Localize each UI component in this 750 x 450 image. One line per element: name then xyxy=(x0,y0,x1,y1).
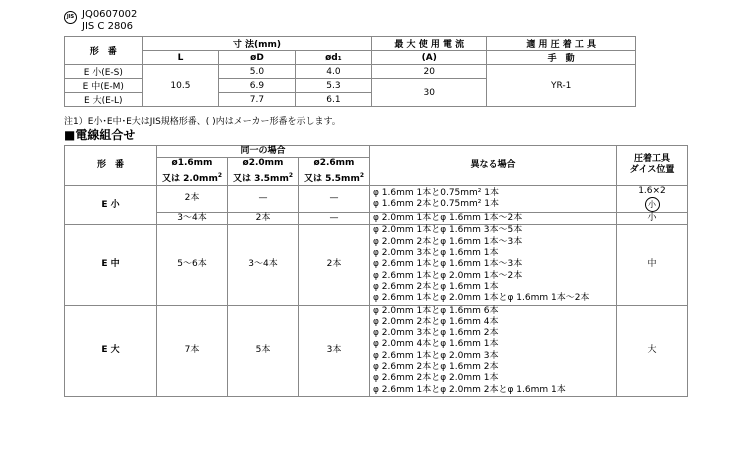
list-item: φ 2.6mm 1本とφ 2.0mm 2本とφ 1.6mm 1本 xyxy=(373,384,566,395)
same-col1: 2本 xyxy=(157,185,228,212)
header-col3-text: 又は 5.5mm xyxy=(303,173,360,184)
die-circle-icon: 小 xyxy=(645,197,660,212)
list-item: φ 2.0mm 1本とφ 1.6mm 3本〜5本 xyxy=(373,225,523,236)
same-col3: 3本 xyxy=(299,305,370,396)
header-tool: 適 用 圧 着 工 具 xyxy=(487,37,636,51)
same-col1: 5〜6本 xyxy=(157,225,228,305)
table-row xyxy=(65,305,688,396)
header-d1: ød₁ xyxy=(295,51,372,65)
header-tool-line2: ダイス位置 xyxy=(629,165,675,176)
header-col3-line1: ø2.6mm xyxy=(313,158,355,169)
sup-2: 2 xyxy=(217,171,223,179)
D-cell: 7.7 xyxy=(219,93,295,107)
list-item: φ 2.6mm 2本とφ 1.6mm 1本 xyxy=(373,281,499,292)
die-position: 小 xyxy=(617,213,688,225)
die-position: 中 xyxy=(617,225,688,305)
jis-standard: JIS C 2806 xyxy=(82,21,134,32)
model-small: E 小 xyxy=(65,185,157,225)
header-D: øD xyxy=(219,51,295,65)
model-cell: E 小(E-S) xyxy=(65,65,143,79)
die-position: 大 xyxy=(617,305,688,396)
header-col2-line2 xyxy=(231,170,295,185)
header-col3-line2 xyxy=(302,170,366,185)
dimensions-table xyxy=(64,36,636,107)
section-title: ■電線組合せ xyxy=(64,128,136,142)
table-row xyxy=(65,213,688,225)
header-tool-line1: 圧着工具 xyxy=(633,154,670,165)
tool-cell: YR-1 xyxy=(487,65,636,107)
d1-cell: 5.3 xyxy=(295,79,372,93)
same-col3: — xyxy=(299,185,370,212)
different-list xyxy=(370,305,617,396)
list-item: φ 1.6mm 1本と0.75mm² 1本 xyxy=(373,187,500,198)
list-item: φ 2.6mm 1本とφ 2.0mm 1本とφ 1.6mm 1本〜2本 xyxy=(373,293,590,304)
sup-2: 2 xyxy=(359,171,365,179)
header-col2 xyxy=(228,158,299,186)
jis-mark-icon: JIS xyxy=(64,11,77,24)
header-tool xyxy=(617,146,688,186)
same-col1: 3〜4本 xyxy=(157,213,228,225)
product-code: JQ0607002 xyxy=(82,9,138,20)
D-cell: 5.0 xyxy=(219,65,295,79)
header-current-unit: (A) xyxy=(372,51,487,65)
header-L: L xyxy=(142,51,219,65)
same-col3: — xyxy=(299,213,370,225)
header-col1-line2 xyxy=(160,170,224,185)
list-item: φ 2.0mm 3本とφ 1.6mm 2本 xyxy=(373,328,499,339)
d1-cell: 6.1 xyxy=(295,93,372,107)
header-model: 形 番 xyxy=(65,37,143,65)
model-large: E 大 xyxy=(65,305,157,396)
current-cell: 30 xyxy=(372,79,487,107)
d1-cell: 4.0 xyxy=(295,65,372,79)
header-col2-line1: ø2.0mm xyxy=(242,158,284,169)
same-col2: — xyxy=(228,185,299,212)
model-cell: E 大(E-L) xyxy=(65,93,143,107)
sup-2: 2 xyxy=(288,171,294,179)
header-col1 xyxy=(157,158,228,186)
die-position xyxy=(620,197,684,212)
header-col1-text: 又は 2.0mm xyxy=(161,173,218,184)
model-medium: E 中 xyxy=(65,225,157,305)
list-item: φ 2.6mm 2本とφ 2.0mm 1本 xyxy=(373,373,499,384)
list-item: φ 2.0mm 3本とφ 1.6mm 1本 xyxy=(373,248,499,259)
list-item: φ 2.0mm 4本とφ 1.6mm 1本 xyxy=(373,339,499,350)
list-item: φ 2.6mm 2本とφ 1.6mm 2本 xyxy=(373,362,499,373)
list-item: φ 2.0mm 2本とφ 1.6mm 4本 xyxy=(373,316,499,327)
table-row xyxy=(65,65,636,79)
same-col1: 7本 xyxy=(157,305,228,396)
current-cell: 20 xyxy=(372,65,487,79)
same-col3: 2本 xyxy=(299,225,370,305)
L-cell: 10.5 xyxy=(142,65,219,107)
different-list: φ 2.0mm 1本とφ 1.6mm 1本〜2本 xyxy=(370,213,617,225)
list-item: φ 2.6mm 1本とφ 1.6mm 1本〜3本 xyxy=(373,259,523,270)
header-max-current: 最 大 使 用 電 流 xyxy=(372,37,487,51)
header-tool-type: 手 動 xyxy=(487,51,636,65)
footnote: 注1）E小･E中･E大はJIS規格形番、( )内はメーカー形番を示します。 xyxy=(64,117,341,127)
header-different: 異なる場合 xyxy=(370,146,617,186)
header-same: 同一の場合 xyxy=(157,146,370,158)
different-list xyxy=(370,225,617,305)
tool-cell xyxy=(617,185,688,212)
list-item: φ 2.6mm 1本とφ 2.0mm 1本〜2本 xyxy=(373,270,523,281)
table-row xyxy=(65,185,688,212)
same-col2: 3〜4本 xyxy=(228,225,299,305)
different-list xyxy=(370,185,617,212)
header-model: 形 番 xyxy=(65,146,157,186)
tool-size: 1.6×2 xyxy=(638,185,666,196)
list-item: φ 2.0mm 1本とφ 1.6mm 6本 xyxy=(373,305,499,316)
same-col2: 5本 xyxy=(228,305,299,396)
list-item: φ 2.6mm 1本とφ 2.0mm 3本 xyxy=(373,350,499,361)
list-item: φ 2.0mm 2本とφ 1.6mm 1本〜3本 xyxy=(373,236,523,247)
D-cell: 6.9 xyxy=(219,79,295,93)
table-row xyxy=(65,225,688,305)
list-item: φ 1.6mm 2本と0.75mm² 1本 xyxy=(373,199,500,210)
wire-combination-table xyxy=(64,145,688,397)
same-col2: 2本 xyxy=(228,213,299,225)
header-dimensions: 寸 法(mm) xyxy=(142,37,372,51)
model-cell: E 中(E-M) xyxy=(65,79,143,93)
header-col2-text: 又は 3.5mm xyxy=(232,173,289,184)
header-col3 xyxy=(299,158,370,186)
header-col1-line1: ø1.6mm xyxy=(171,158,213,169)
